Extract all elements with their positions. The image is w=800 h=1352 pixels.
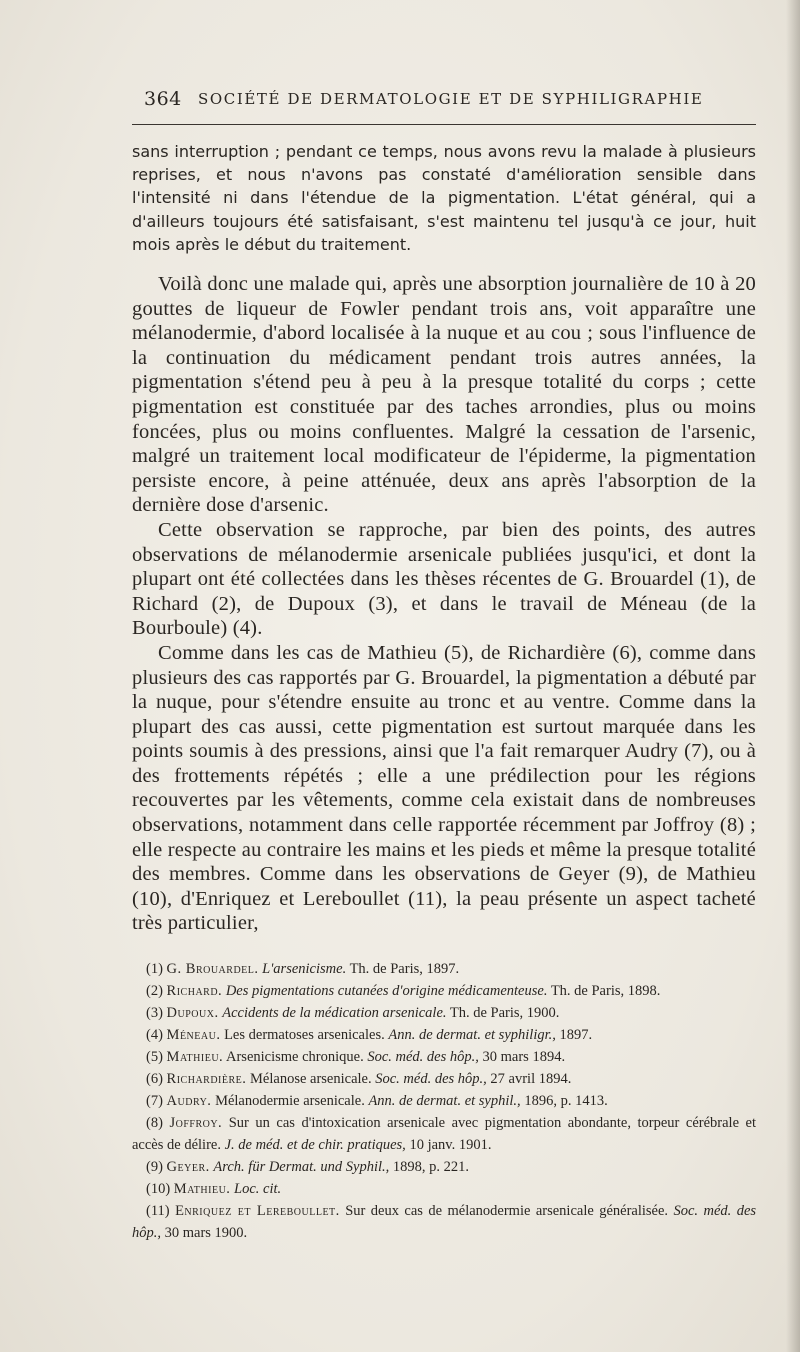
running-title: SOCIÉTÉ DE DERMATOLOGIE ET DE SYPHILIGRAPHIE: [198, 90, 704, 108]
footnote-10: (10) Mathieu. Loc. cit.: [146, 1181, 282, 1197]
paragraph-comparison: Cette observation se rapproche, par bien des points, des autres observations de mélanodermie arsenicale publiées jusqu'ici, et dont la plupart ont été collectées dans les thèses récentes de G. Brouardel (1), de Richard (2), de Dupoux (3), et dans le travail de Méneau (de la Bourboule) (4).: [132, 518, 756, 640]
footnotes: [132, 958, 756, 1244]
paragraph-summary: Voilà donc une malade qui, après une absorption journalière de 10 à 20 gouttes de liqueur de Fowler pendant trois ans, voit apparaître une mélanodermie, d'abord localisée à la nuque et au cou ; sous l'influence de la continuation du médicament pendant trois autres années, la pigmentation s'étend peu à peu à la presque totalité du corps ; cette pigmentation est constituée par des taches arrondies, plus ou moins foncées, plus ou moins confluentes. Malgré la cessation de l'arsenic, malgré un traitement local modificateur de l'épiderme, la pigmentation persiste encore, à peine atténuée, deux ans après l'absorption de la dernière dose d'arsenic.: [132, 273, 756, 517]
paragraph-continuation: sans interruption ; pendant ce temps, nous avons revu la malade à plusieurs reprises, et nous n'avons pas constaté d'amélioration sensible dans l'intensité ni dans l'étendue de la pigmentation. L'état général, qui a d'ailleurs toujours été satisfaisant, s'est maintenu tel jusqu'à ce jour, huit mois après le début du traitement.: [132, 142, 756, 254]
paragraph-cases: Comme dans les cas de Mathieu (5), de Richardière (6), comme dans plusieurs des cas rapportés par G. Brouardel, la pigmentation a débuté par la nuque, pour s'étendre ensuite au tronc et au ventre. Comme dans la plupart des cas aussi, cette pigmentation est surtout marquée dans les points soumis à des pressions, ainsi que l'a fait remarquer Audry (7), ou à des frottements répétés ; elle a une prédilection pour les régions recouvertes par les vêtements, comme cela existait dans de nombreuses observations, notamment dans celle rapportée récemment par Joffroy (8) ; elle respecte au contraire les mains et les pieds et même la presque totalité des membres. Comme dans les observations de Geyer (9), de Mathieu (10), d'Enriquez et Lereboullet (11), la peau présente un aspect tacheté très particulier,: [132, 641, 756, 935]
page-number: 364: [144, 88, 182, 110]
body-text: [132, 140, 756, 936]
footnote-4: (4) Méneau. Les dermatoses arsenicales. Ann. de dermat. et syphiligr., 1897.: [146, 1027, 593, 1043]
footnote-1: (1) G. Brouardel. L'arsenicisme. Th. de Paris, 1897.: [146, 961, 460, 977]
page-header: [128, 88, 760, 112]
footnote-7: (7) Audry. Mélanodermie arsenicale. Ann. de dermat. et syphil., 1896, p. 1413.: [146, 1093, 608, 1109]
footnote-3: (3) Dupoux. Accidents de la médication arsenicale. Th. de Paris, 1900.: [146, 1005, 560, 1021]
header-rule: [132, 124, 756, 125]
footnote-2: (2) Richard. Des pigmentations cutanées d'origine médicamenteuse. Th. de Paris, 1898.: [146, 983, 661, 999]
page-edge-shadow: [786, 0, 800, 1352]
footnote-11: (11) Enriquez et Lereboullet. Sur deux cas de mélanodermie arsenicale généralisée. Soc. méd. des hôp., 30 mars 1900.: [132, 1203, 757, 1241]
footnote-5: (5) Mathieu. Arsenicisme chronique. Soc. méd. des hôp., 30 mars 1894.: [146, 1049, 566, 1065]
footnote-8: (8) Joffroy. Sur un cas d'intoxication arsenicale avec pigmentation abondante, torpeur cérébrale et accès de délire. J. de méd. et de chir. pratiques, 10 janv. 1901.: [132, 1115, 756, 1153]
footnote-9: (9) Geyer. Arch. für Dermat. und Syphil., 1898, p. 221.: [146, 1159, 470, 1175]
footnote-6: (6) Richardière. Mélanose arsenicale. Soc. méd. des hôp., 27 avril 1894.: [146, 1071, 572, 1087]
